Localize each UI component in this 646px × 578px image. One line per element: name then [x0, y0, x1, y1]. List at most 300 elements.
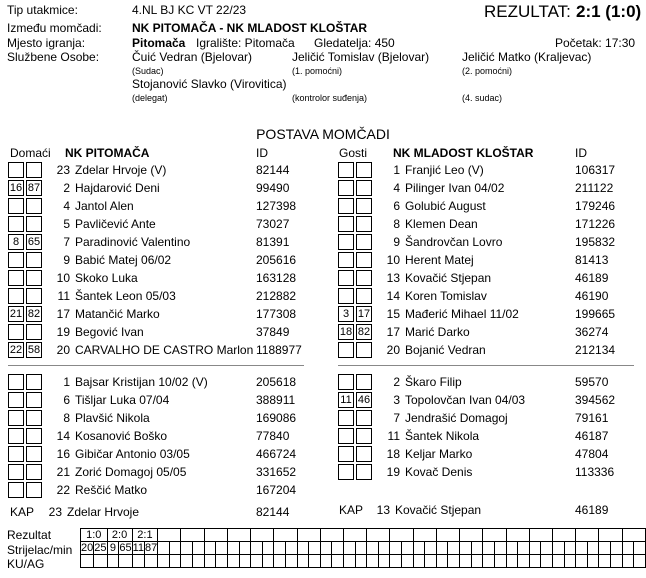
scorer-cell: [355, 542, 367, 555]
sub-minute-box: 22: [9, 344, 23, 356]
player-number: 8: [63, 411, 70, 425]
score-cell: [344, 529, 367, 542]
sub-minute-box: [8, 324, 24, 340]
kuag-cell: [332, 555, 344, 568]
home-side-label: Domaći: [10, 146, 51, 160]
scorer-cell: [552, 542, 564, 555]
sub-minute-box: [8, 198, 24, 214]
player-id: 466724: [256, 447, 297, 461]
sub-minute-box: [26, 288, 42, 304]
sub-minute-box: [8, 482, 24, 498]
player-number: 22: [56, 483, 70, 497]
player-number: 17: [56, 307, 70, 321]
kuag-cell: [378, 555, 390, 568]
player-name: Matančić Marko: [75, 307, 160, 321]
scorer-cell: [506, 542, 518, 555]
kuag-cell: [587, 555, 599, 568]
kuag-cell: [193, 555, 205, 568]
player-id: 163128: [256, 271, 297, 285]
scorer-cell: [297, 542, 309, 555]
mjesto-label: Mjesto igranja:: [7, 36, 86, 50]
scorer-cell: [460, 542, 472, 555]
sub-minute-box: [356, 288, 372, 304]
kuag-cell: [251, 555, 263, 568]
kuag-cell: [309, 555, 321, 568]
sub-minute-box: [356, 162, 372, 178]
kuag-cell: [285, 555, 297, 568]
kuag-cell: [344, 555, 356, 568]
player-id: 46190: [575, 289, 609, 303]
scorer-cell: [402, 542, 414, 555]
player-id: 106317: [575, 163, 616, 177]
sub-minute-box: [338, 216, 354, 232]
home-kap-label: KAP: [10, 505, 35, 519]
scorer-cell: [227, 542, 239, 555]
scorer-cell: 11: [132, 542, 144, 554]
player-id: 388911: [256, 393, 296, 407]
sub-minute-box: [26, 198, 42, 214]
tip-value: 4.NL BJ KC VT 22/23: [132, 3, 247, 17]
player-name: Kosanović Boško: [75, 429, 168, 443]
scorer-cell: [390, 542, 402, 555]
player-name: Herent Matej: [405, 253, 474, 267]
player-name: CARVALHO DE CASTRO Marlon: [75, 343, 254, 357]
kuag-cell: [518, 555, 530, 568]
kuag-cell: [564, 555, 576, 568]
kuag-cell: [204, 555, 216, 568]
izmedu-label: Između momčadi:: [7, 21, 102, 35]
scorer-cell: [529, 542, 541, 555]
player-number: 19: [56, 325, 70, 339]
player-number: 6: [63, 393, 70, 407]
sub-minute-box: [26, 392, 42, 408]
score-cell: [483, 529, 506, 542]
sub-minute-box: [26, 162, 42, 178]
sub-minute-box: 82: [357, 326, 371, 338]
home-kap-id: 82144: [256, 505, 290, 519]
player-number: 8: [393, 217, 400, 231]
player-number: 17: [386, 325, 400, 339]
scorer-cell: 9: [107, 542, 119, 555]
scorer-cell: 87: [145, 542, 158, 554]
sub-minute-box: [338, 342, 354, 358]
player-number: 2: [63, 181, 70, 195]
player-id: 212134: [575, 343, 616, 357]
sub-minute-box: [8, 270, 24, 286]
sub-minute-box: [338, 270, 354, 286]
scorer-cell: 65: [119, 542, 132, 554]
scorer-cell: [158, 542, 170, 555]
scorer-cell: [320, 542, 332, 555]
scorer-cell: [262, 542, 274, 555]
player-number: 3: [393, 393, 400, 407]
player-number: 16: [56, 447, 70, 461]
kuag-cell: [622, 555, 634, 568]
player-name: Koren Tomislav: [405, 289, 487, 303]
away-side-label: Gosti: [339, 146, 368, 160]
player-name: Bojanić Vedran: [405, 343, 486, 357]
score-cell: [251, 529, 274, 542]
player-id: 79161: [575, 411, 609, 425]
score-cell: [227, 529, 250, 542]
score-cell: [599, 529, 622, 542]
sub-minute-box: [338, 464, 354, 480]
sluzbene-label: Službene Osobe:: [7, 50, 100, 64]
kuag-cell: [634, 555, 646, 568]
score-cell: 1:0: [81, 529, 108, 542]
kuag-label: KU/AG: [7, 557, 45, 571]
home-kap-num: 23: [48, 505, 62, 519]
kuag-cell: [494, 555, 506, 568]
kuag-cell: [402, 555, 414, 568]
scorer-cell: [599, 542, 611, 555]
sub-minute-box: [338, 180, 354, 196]
official-role: (kontrolor suđenja): [292, 93, 368, 103]
player-name: Kovačić Stjepan: [405, 271, 492, 285]
scorer-cell: 20: [81, 542, 94, 554]
sub-minute-box: [356, 446, 372, 462]
player-id: 99490: [256, 181, 290, 195]
sub-minute-box: [356, 374, 372, 390]
player-name: Keljar Marko: [405, 447, 473, 461]
sub-minute-box: 8: [8, 234, 24, 250]
scorer-cell: [413, 542, 425, 555]
sub-minute-box: [26, 324, 42, 340]
kuag-cell: [274, 555, 286, 568]
sub-minute-box: 21: [9, 308, 23, 320]
strijelac-label: Strijelac/min: [7, 543, 73, 557]
kuag-cell: [355, 555, 367, 568]
player-id: 195832: [575, 235, 616, 249]
kuag-cell: [320, 555, 332, 568]
player-number: 11: [57, 289, 70, 303]
sub-minute-box: [26, 252, 42, 268]
scorer-cell: [239, 542, 251, 555]
player-name: Jantol Alen: [75, 199, 134, 213]
player-number: 14: [56, 429, 70, 443]
player-number: 5: [63, 217, 70, 231]
kuag-cell: [576, 555, 588, 568]
player-name: Mađerić Mihael 11/02: [405, 307, 519, 321]
kuag-cell: [132, 555, 144, 568]
sub-minute-box: [8, 374, 24, 390]
score-cell: [320, 529, 343, 542]
sub-minute-box: [26, 374, 42, 390]
player-id: 205616: [256, 253, 297, 267]
player-number: 6: [393, 199, 400, 213]
sub-minute-box: [338, 288, 354, 304]
kuag-cell: [119, 555, 132, 568]
player-number: 18: [386, 447, 400, 461]
scorer-cell: [309, 542, 321, 555]
rezultat-footer-label: Rezultat: [7, 528, 52, 542]
scorer-cell: [436, 542, 448, 555]
sub-minute-box: [8, 252, 24, 268]
sub-minute-box: 11: [338, 392, 354, 408]
player-number: 10: [386, 253, 400, 267]
away-kap-label: KAP: [339, 503, 364, 517]
player-id: 179246: [575, 199, 616, 213]
kuag-cell: [169, 555, 181, 568]
player-number: 13: [386, 271, 400, 285]
player-id: 47804: [575, 447, 609, 461]
player-number: 20: [386, 343, 400, 357]
kuag-cell: [506, 555, 518, 568]
scorer-cell: [193, 542, 205, 555]
scorer-cell: [494, 542, 506, 555]
sub-minute-box: [8, 464, 24, 480]
gledatelja: Gledatelja: 450: [314, 36, 395, 50]
score-cell: [506, 529, 529, 542]
player-number: 7: [393, 411, 400, 425]
player-name: Škaro Filip: [405, 375, 462, 389]
home-id-header: ID: [256, 146, 268, 160]
result-score-row: [81, 529, 646, 542]
sub-minute-box: 18: [339, 326, 353, 338]
sub-minute-box: [338, 234, 354, 250]
scorer-cell: [367, 542, 379, 555]
away-id-header: ID: [575, 146, 587, 160]
player-id: 205618: [256, 375, 297, 389]
kuag-cell: [227, 555, 239, 568]
kuag-cell: [460, 555, 472, 568]
sub-minute-box: [356, 216, 372, 232]
kuag-cell: [107, 555, 119, 568]
scorer-cell: [425, 542, 437, 555]
player-id: 169086: [256, 411, 297, 425]
away-kap-num: 13: [376, 503, 390, 517]
official-role: (delegat): [132, 93, 168, 103]
player-id: 394562: [575, 393, 616, 407]
sub-minute-box: [8, 392, 24, 408]
sub-minute-box: [338, 446, 354, 462]
player-number: 2: [393, 375, 400, 389]
player-id: 81413: [575, 253, 609, 267]
kuag-cell: [94, 555, 107, 568]
player-name: Begović Ivan: [75, 325, 144, 339]
kuag-cell: [216, 555, 228, 568]
player-number: 11: [387, 429, 400, 443]
player-name: Pilinger Ivan 04/02: [405, 181, 505, 195]
player-number: 4: [63, 199, 70, 213]
sub-minute-box: [26, 464, 42, 480]
player-name: Zorić Domagoj 05/05: [75, 465, 187, 479]
score-cell: [460, 529, 483, 542]
away-kap-name: Kovačić Stjepan: [395, 503, 482, 517]
sub-minute-box: [356, 252, 372, 268]
sub-minute-box: 87: [27, 182, 41, 194]
sub-minute-box: [26, 270, 42, 286]
score-cell: [274, 529, 297, 542]
player-id: 81391: [256, 235, 290, 249]
player-name: Šantek Leon 05/03: [75, 289, 176, 303]
player-name: Hajdarović Deni: [75, 181, 160, 195]
tip-label: Tip utakmice:: [7, 3, 78, 17]
kuag-cell: [552, 555, 564, 568]
sub-minute-box: [338, 428, 354, 444]
postava-title: POSTAVA MOMČADI: [256, 126, 390, 142]
away-team-name: NK MLADOST KLOŠTAR: [393, 146, 534, 160]
player-name: Reščić Matko: [75, 483, 148, 497]
scorer-cell: [181, 542, 193, 555]
score-cell: [158, 529, 181, 542]
kuag-cell: [425, 555, 437, 568]
sub-minute-box: [8, 428, 24, 444]
kuag-cell: [611, 555, 623, 568]
player-name: Kovač Denis: [405, 465, 473, 479]
player-number: 23: [56, 163, 70, 177]
player-name: Golubić August: [405, 199, 486, 213]
result-scorer-row: [81, 542, 646, 555]
scorer-cell: [576, 542, 588, 555]
home-team-name: NK PITOMAČA: [65, 146, 150, 160]
sub-minute-box: [356, 410, 372, 426]
player-id: 212882: [256, 289, 297, 303]
player-id: 73027: [256, 217, 290, 231]
player-number: 19: [386, 465, 400, 479]
sub-minute-box: [26, 216, 42, 232]
scorer-cell: [251, 542, 263, 555]
score-cell: [390, 529, 413, 542]
sub-minute-box: [356, 270, 372, 286]
player-id: 167204: [256, 483, 297, 497]
player-name: Pavličević Ante: [75, 217, 156, 231]
sub-minute-box: 16: [9, 182, 23, 194]
sub-minute-box: [338, 374, 354, 390]
player-name: Marić Darko: [405, 325, 470, 339]
player-name: Skoko Luka: [75, 271, 138, 285]
kuag-cell: [181, 555, 193, 568]
score-cell: [367, 529, 390, 542]
player-name: Jendrašić Domagoj: [405, 411, 508, 425]
away-kap-id: 46189: [575, 503, 609, 517]
scorer-cell: [483, 542, 495, 555]
sub-minute-box: [8, 216, 24, 232]
player-id: 82144: [256, 163, 290, 177]
player-name: Plavšić Nikola: [75, 411, 150, 425]
player-id: 113336: [575, 465, 615, 479]
score-cell: [436, 529, 459, 542]
kuag-cell: [239, 555, 251, 568]
scorer-cell: [622, 542, 634, 555]
result-kuag-row: [81, 555, 646, 568]
sub-minute-box: [26, 410, 42, 426]
kuag-cell: [541, 555, 553, 568]
score-cell: [529, 529, 552, 542]
player-number: 9: [393, 235, 400, 249]
player-id: 127398: [256, 199, 297, 213]
pocetak: Početak: 17:30: [555, 36, 636, 50]
player-number: 21: [56, 465, 70, 479]
sub-minute-box: [338, 162, 354, 178]
kuag-cell: [158, 555, 170, 568]
sub-minute-box: 46: [357, 394, 371, 406]
player-id: 331652: [256, 465, 297, 479]
sub-minute-box: [356, 464, 372, 480]
kuag-cell: [599, 555, 611, 568]
sub-minute-box: [356, 198, 372, 214]
sub-minute-box: [356, 180, 372, 196]
scorer-cell: [587, 542, 599, 555]
official-role: (4. sudac): [462, 93, 503, 103]
result-grid: [80, 528, 646, 568]
scorer-cell: [216, 542, 228, 555]
igraliste: Igralište: Pitomača: [196, 36, 295, 50]
sub-minute-box: [8, 162, 24, 178]
kuag-cell: [390, 555, 402, 568]
player-name: Zdelar Hrvoje (V): [75, 163, 167, 177]
scorer-cell: [541, 542, 553, 555]
player-id: 177308: [256, 307, 297, 321]
scorer-cell: [285, 542, 297, 555]
sub-minute-box: 58: [27, 344, 41, 356]
sub-minute-box: [26, 482, 42, 498]
player-name: Bajsar Kristijan 10/02 (V): [75, 375, 208, 389]
score-cell: [622, 529, 645, 542]
home-kap-name: Zdelar Hrvoje: [67, 505, 140, 519]
score-cell: [552, 529, 575, 542]
player-id: 46187: [575, 429, 609, 443]
rezultat-label: REZULTAT:: [484, 2, 571, 21]
player-number: 14: [386, 289, 400, 303]
kuag-cell: [448, 555, 460, 568]
player-id: 199665: [575, 307, 616, 321]
sub-minute-box: [8, 288, 24, 304]
scorer-cell: [448, 542, 460, 555]
player-name: Franjić Leo (V): [405, 163, 484, 177]
scorer-cell: [564, 542, 576, 555]
player-name: Klemen Dean: [405, 217, 478, 231]
score-cell: 2:0: [107, 529, 132, 542]
sub-minute-box: 17: [357, 308, 371, 320]
player-name: Topolovčan Ivan 04/03: [405, 393, 526, 407]
official-role: (Sudac): [132, 66, 164, 76]
kuag-cell: [471, 555, 483, 568]
player-name: Gibičar Antonio 03/05: [75, 447, 190, 461]
official-name: Jeličić Tomislav (Bjelovar): [292, 50, 430, 64]
sub-minute-box: [356, 342, 372, 358]
scorer-cell: [634, 542, 646, 555]
sub-minute-box: [356, 234, 372, 250]
kuag-cell: [436, 555, 448, 568]
player-name: Paradinović Valentino: [75, 235, 191, 249]
score-cell: [413, 529, 436, 542]
kuag-cell: [529, 555, 541, 568]
player-number: 7: [63, 235, 70, 249]
player-name: Babić Matej 06/02: [75, 253, 172, 267]
scorer-cell: 25: [94, 542, 107, 554]
sub-minute-box: [26, 428, 42, 444]
scorer-cell: [204, 542, 216, 555]
sub-minute-box: [338, 198, 354, 214]
player-name: Tišljar Luka 07/04: [75, 393, 170, 407]
kuag-cell: [262, 555, 274, 568]
player-id: 211122: [575, 181, 614, 195]
player-number: 9: [63, 253, 70, 267]
sub-minute-box: [356, 428, 372, 444]
kuag-cell: [297, 555, 309, 568]
player-id: 46189: [575, 271, 609, 285]
player-id: 59570: [575, 375, 609, 389]
official-role: (2. pomoćni): [462, 66, 513, 76]
teams-title: NK PITOMAČA - NK MLADOST KLOŠTAR: [132, 21, 368, 35]
scorer-cell: [332, 542, 344, 555]
player-id: 77840: [256, 429, 290, 443]
player-id: 37849: [256, 325, 290, 339]
rezultat-value: 2:1 (1:0): [576, 2, 642, 21]
player-number: 1: [393, 163, 400, 177]
sub-minute-box: 82: [27, 308, 41, 320]
